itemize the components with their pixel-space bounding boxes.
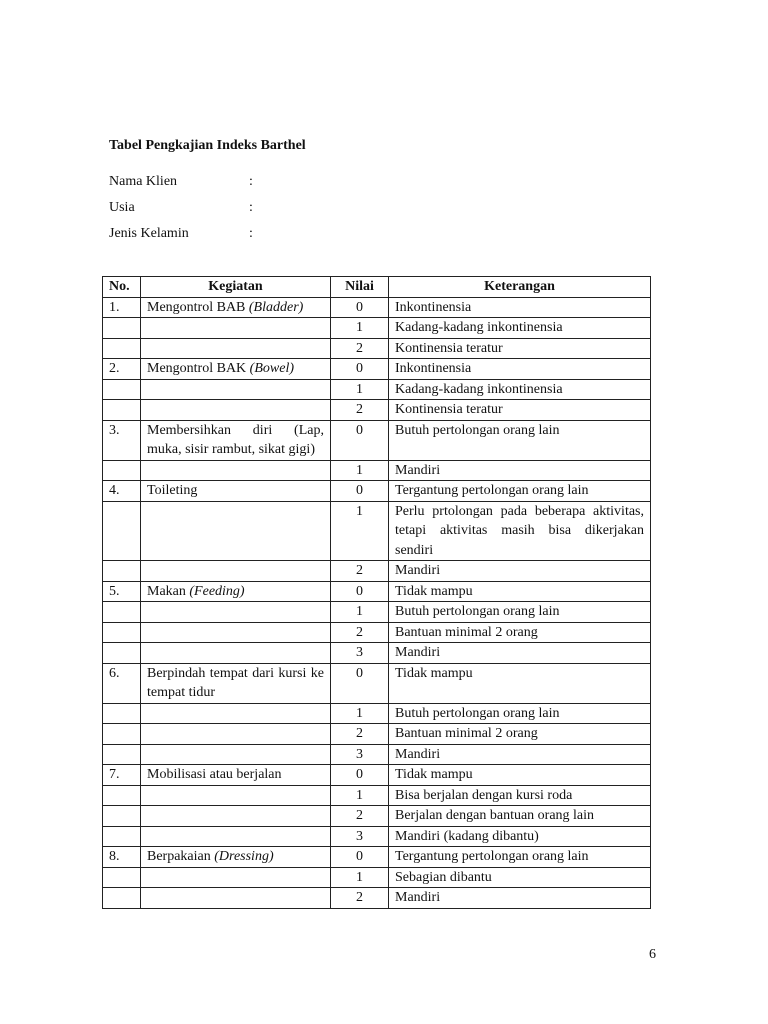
cell-nilai: 1 <box>331 703 389 724</box>
cell-keterangan: Kadang-kadang inkontinensia <box>389 318 651 339</box>
table-row <box>103 481 651 502</box>
cell-kegiatan <box>141 501 331 561</box>
cell-keterangan: Bantuan minimal 2 orang <box>389 724 651 745</box>
client-info <box>109 174 253 252</box>
cell-kegiatan <box>141 643 331 664</box>
cell-keterangan: Bisa berjalan dengan kursi roda <box>389 785 651 806</box>
cell-kegiatan <box>141 867 331 888</box>
kegiatan-text: Mobilisasi atau berjalan <box>147 767 282 782</box>
cell-keterangan: Berjalan dengan bantuan orang lain <box>389 806 651 827</box>
kegiatan-english-term: (Dressing) <box>214 849 274 864</box>
table-row <box>103 785 651 806</box>
cell-nilai: 1 <box>331 318 389 339</box>
header-nilai: Nilai <box>331 277 389 298</box>
cell-no <box>103 561 141 582</box>
kegiatan-english-term: (Bowel) <box>249 361 294 376</box>
cell-kegiatan <box>141 400 331 421</box>
info-separator: : <box>249 200 253 215</box>
cell-kegiatan <box>141 622 331 643</box>
info-separator: : <box>249 174 253 189</box>
kegiatan-text: Berpindah tempat dari kursi ke tempat tidur <box>147 665 324 700</box>
info-row-name <box>109 174 253 200</box>
cell-keterangan: Tergantung pertolongan orang lain <box>389 481 651 502</box>
cell-no <box>103 379 141 400</box>
header-kegiatan: Kegiatan <box>141 277 331 298</box>
cell-nilai: 2 <box>331 400 389 421</box>
cell-nilai: 2 <box>331 561 389 582</box>
table-row <box>103 663 651 703</box>
cell-no <box>103 806 141 827</box>
table-row <box>103 847 651 868</box>
info-label: Jenis Kelamin <box>109 226 189 241</box>
kegiatan-english-term: (Bladder) <box>248 299 304 315</box>
cell-keterangan: Mandiri <box>389 744 651 765</box>
cell-no <box>103 826 141 847</box>
cell-no <box>103 867 141 888</box>
table-row <box>103 379 651 400</box>
cell-nilai: 0 <box>331 297 389 318</box>
cell-keterangan: Perlu prtolongan pada beberapa aktivitas, tetapi aktivitas masih bisa dikerjakan sendiri <box>389 501 651 561</box>
info-label: Nama Klien <box>109 174 178 189</box>
cell-no: 2. <box>103 359 141 380</box>
cell-no <box>103 460 141 481</box>
table-row <box>103 420 651 460</box>
page-number: 6 <box>649 947 656 962</box>
table-row <box>103 888 651 909</box>
table-row <box>103 622 651 643</box>
cell-keterangan: Mandiri <box>389 888 651 909</box>
table-row <box>103 581 651 602</box>
cell-no <box>103 622 141 643</box>
cell-kegiatan <box>141 359 331 380</box>
cell-nilai: 2 <box>331 622 389 643</box>
cell-nilai: 2 <box>331 338 389 359</box>
cell-kegiatan <box>141 338 331 359</box>
kegiatan-text: Mengontrol BAB <box>147 299 246 315</box>
cell-no: 8. <box>103 847 141 868</box>
cell-keterangan: Mandiri <box>389 561 651 582</box>
cell-nilai: 1 <box>331 501 389 561</box>
table-row <box>103 359 651 380</box>
cell-kegiatan <box>141 744 331 765</box>
cell-nilai: 1 <box>331 602 389 623</box>
cell-keterangan: Butuh pertolongan orang lain <box>389 420 651 460</box>
table-row <box>103 501 651 561</box>
cell-no <box>103 703 141 724</box>
cell-keterangan: Kontinensia teratur <box>389 400 651 421</box>
cell-no: 3. <box>103 420 141 460</box>
cell-kegiatan <box>141 561 331 582</box>
cell-nilai: 1 <box>331 460 389 481</box>
cell-nilai: 0 <box>331 359 389 380</box>
cell-kegiatan <box>141 481 331 502</box>
kegiatan-text: Membersihkan diri (Lap, muka, sisir rambut, sikat gigi) <box>147 422 324 457</box>
cell-keterangan: Butuh pertolongan orang lain <box>389 703 651 724</box>
header-keterangan: Keterangan <box>389 277 651 298</box>
cell-keterangan: Mandiri <box>389 460 651 481</box>
cell-kegiatan <box>141 297 331 318</box>
cell-keterangan: Kontinensia teratur <box>389 338 651 359</box>
table-row <box>103 703 651 724</box>
cell-no: 5. <box>103 581 141 602</box>
table-row <box>103 826 651 847</box>
cell-nilai: 0 <box>331 481 389 502</box>
cell-kegiatan <box>141 663 331 703</box>
kegiatan-english-term: (Feeding) <box>189 583 245 599</box>
cell-no <box>103 400 141 421</box>
cell-keterangan: Mandiri (kadang dibantu) <box>389 826 651 847</box>
cell-nilai: 0 <box>331 765 389 786</box>
cell-nilai: 3 <box>331 643 389 664</box>
table-row <box>103 744 651 765</box>
cell-keterangan: Bantuan minimal 2 orang <box>389 622 651 643</box>
table-row <box>103 400 651 421</box>
cell-keterangan: Tergantung pertolongan orang lain <box>389 847 651 868</box>
table-row <box>103 561 651 582</box>
cell-keterangan: Tidak mampu <box>389 663 651 703</box>
cell-kegiatan <box>141 318 331 339</box>
cell-no <box>103 338 141 359</box>
cell-kegiatan <box>141 581 331 602</box>
info-label: Usia <box>109 200 135 215</box>
info-row-age <box>109 200 253 226</box>
cell-no <box>103 501 141 561</box>
table-row <box>103 867 651 888</box>
header-no: No. <box>103 277 141 298</box>
cell-keterangan: Butuh pertolongan orang lain <box>389 602 651 623</box>
table-row <box>103 318 651 339</box>
kegiatan-text: Berpakaian <box>147 849 211 864</box>
cell-nilai: 0 <box>331 581 389 602</box>
cell-kegiatan <box>141 724 331 745</box>
cell-kegiatan <box>141 460 331 481</box>
cell-no: 1. <box>103 297 141 318</box>
cell-no <box>103 318 141 339</box>
cell-no <box>103 888 141 909</box>
cell-kegiatan <box>141 806 331 827</box>
cell-no <box>103 744 141 765</box>
cell-nilai: 0 <box>331 663 389 703</box>
cell-kegiatan <box>141 826 331 847</box>
info-separator: : <box>249 226 253 241</box>
cell-nilai: 1 <box>331 867 389 888</box>
cell-kegiatan <box>141 847 331 868</box>
cell-nilai: 0 <box>331 847 389 868</box>
cell-nilai: 3 <box>331 744 389 765</box>
kegiatan-text: Toileting <box>147 483 198 498</box>
cell-keterangan: Inkontinensia <box>389 297 651 318</box>
table-row <box>103 297 651 318</box>
cell-keterangan: Tidak mampu <box>389 581 651 602</box>
table-header-row <box>103 277 651 298</box>
cell-nilai: 1 <box>331 379 389 400</box>
cell-kegiatan <box>141 888 331 909</box>
cell-keterangan: Inkontinensia <box>389 359 651 380</box>
cell-nilai: 2 <box>331 806 389 827</box>
kegiatan-text: Mengontrol BAK <box>147 361 247 376</box>
table-body <box>103 297 651 908</box>
table-row <box>103 338 651 359</box>
cell-no <box>103 643 141 664</box>
cell-keterangan: Kadang-kadang inkontinensia <box>389 379 651 400</box>
cell-no <box>103 785 141 806</box>
barthel-table <box>102 276 651 909</box>
cell-kegiatan <box>141 765 331 786</box>
cell-no <box>103 724 141 745</box>
cell-keterangan: Sebagian dibantu <box>389 867 651 888</box>
cell-keterangan: Tidak mampu <box>389 765 651 786</box>
cell-no <box>103 602 141 623</box>
cell-no: 6. <box>103 663 141 703</box>
table-title: Tabel Pengkajian Indeks Barthel <box>109 138 306 153</box>
table-row <box>103 724 651 745</box>
cell-kegiatan <box>141 379 331 400</box>
cell-nilai: 0 <box>331 420 389 460</box>
cell-no: 4. <box>103 481 141 502</box>
cell-keterangan: Mandiri <box>389 643 651 664</box>
cell-nilai: 1 <box>331 785 389 806</box>
cell-kegiatan <box>141 703 331 724</box>
cell-nilai: 2 <box>331 888 389 909</box>
table-row <box>103 602 651 623</box>
info-row-gender <box>109 226 253 252</box>
table-row <box>103 460 651 481</box>
cell-kegiatan <box>141 420 331 460</box>
table-row <box>103 806 651 827</box>
table-row <box>103 765 651 786</box>
cell-kegiatan <box>141 602 331 623</box>
table-row <box>103 643 651 664</box>
cell-nilai: 3 <box>331 826 389 847</box>
kegiatan-text: Makan <box>147 583 186 599</box>
cell-kegiatan <box>141 785 331 806</box>
cell-no: 7. <box>103 765 141 786</box>
cell-nilai: 2 <box>331 724 389 745</box>
